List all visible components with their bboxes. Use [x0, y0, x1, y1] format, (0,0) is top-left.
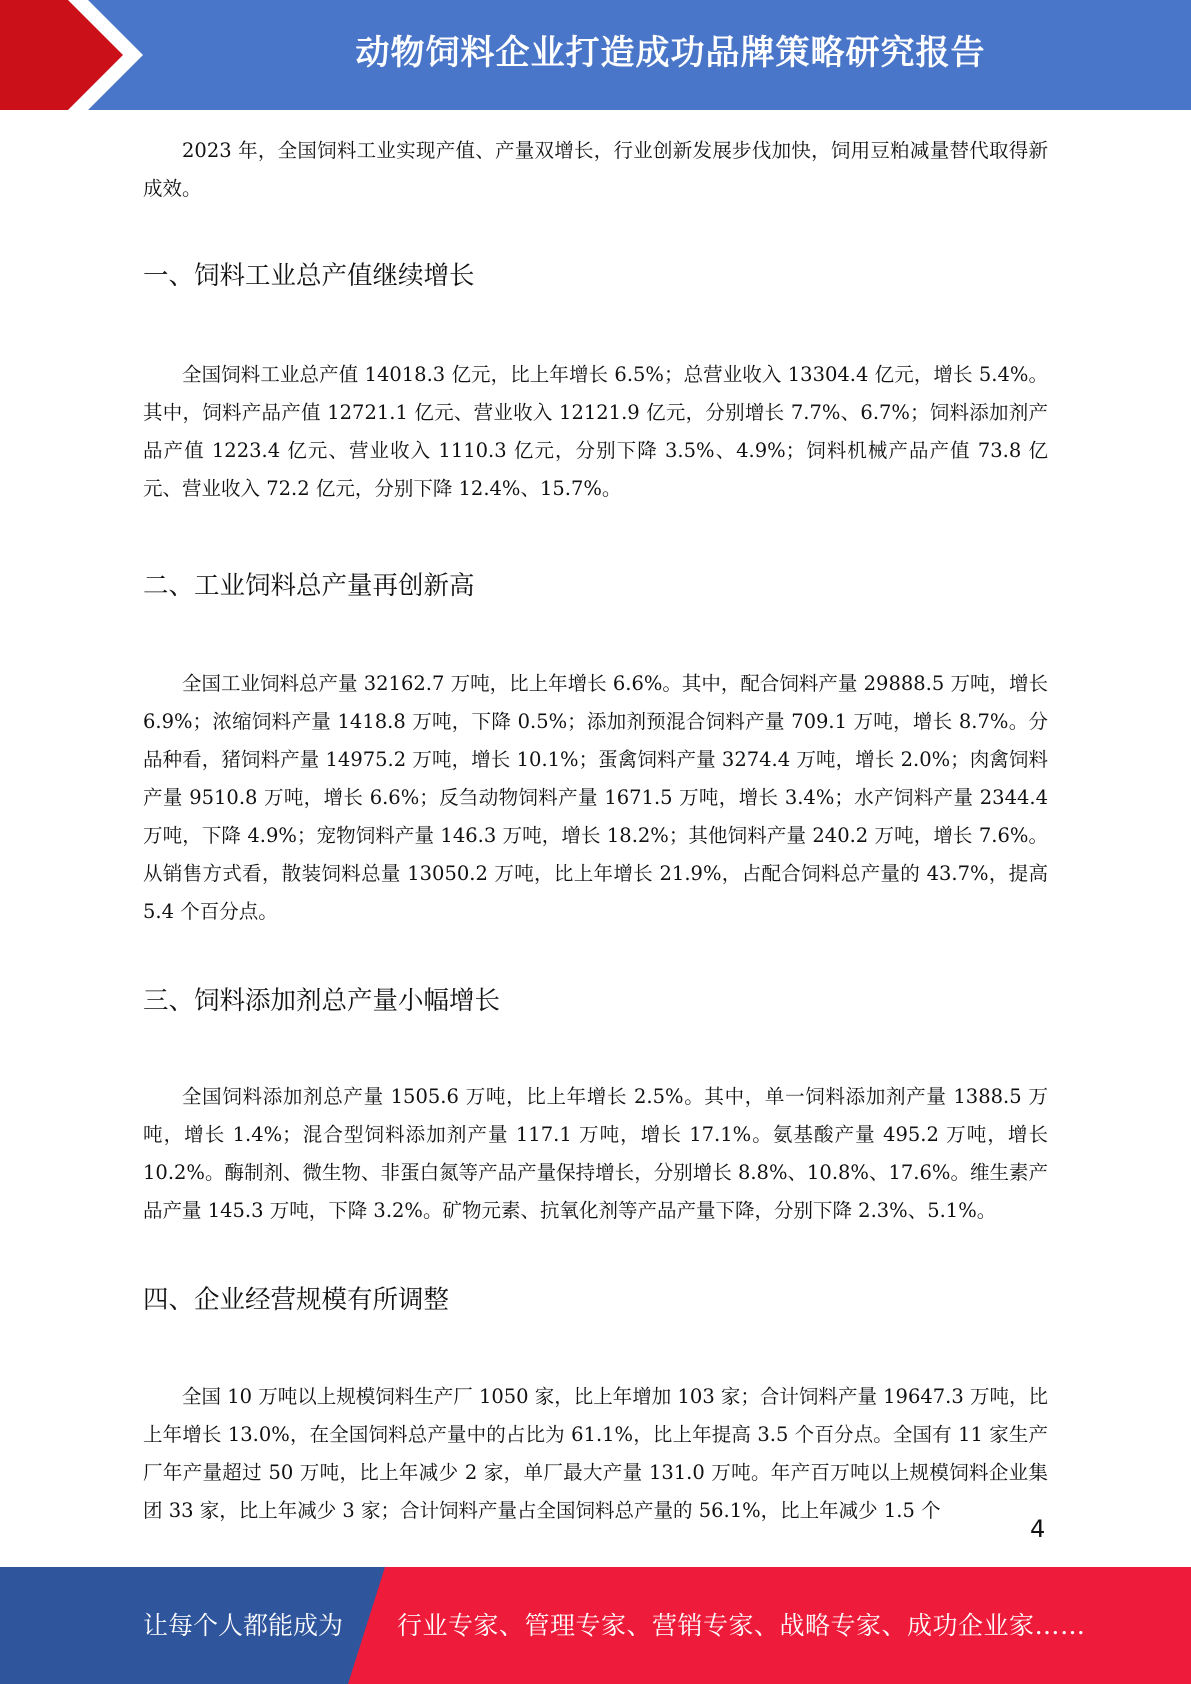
- section-paragraph-1: 全国饲料工业总产值 14018.3 亿元，比上年增长 6.5%；总营业收入 13304.4 亿元，增长 5.4%。其中，饲料产品产值 12721.1 亿元、营业收入 12121.9 亿元，分别增长 7.7%、6.7%；饲料添加剂产品产值 1223.4 亿元、营业收入 1110.3 亿元，分别下降 3.5%、4.9%；饲料机械产品产值 73.8 亿元、营业收入 72.2 亿元，分别下降 12.4%、15.7%。: [143, 363, 1048, 500]
- page-header: [0, 0, 1191, 110]
- document-body: [143, 130, 1048, 1530]
- footer-slogan-left: 让每个人都能成为: [143, 1611, 344, 1640]
- section-paragraph-2: 全国工业饲料总产量 32162.7 万吨，比上年增长 6.6%。其中，配合饲料产量 29888.5 万吨，增长 6.9%；浓缩饲料产量 1418.8 万吨，下降 0.5%；添加剂预混合饲料产量 709.1 万吨，增长 8.7%。分品种看，猪饲料产量 14975.2 万吨，增长 10.1%；蛋禽饲料产量 3274.4 万吨，增长 2.0%；肉禽饲料产量 9510.8 万吨，增长 6.6%；反刍动物饲料产量 1671.5 万吨，增长 3.4%；水产饲料产量 2344.4 万吨，下降 4.9%；宠物饲料产量 146.3 万吨，增长 18.2%；其他饲料产量 240.2 万吨，增长 7.6%。从销售方式看，散装饲料总量 13050.2 万吨，比上年增长 21.9%，占配合饲料总产量的 43.7%，提高 5.4 个百分点。: [143, 672, 1048, 923]
- header-arrow-decoration: [0, 0, 150, 110]
- page-footer: [0, 1567, 1191, 1684]
- section-heading-1: 一、饲料工业总产值继续增长: [143, 261, 475, 291]
- section-heading-3: 三、饲料添加剂总产量小幅增长: [143, 986, 501, 1016]
- section-heading-4: 四、企业经营规模有所调整: [143, 1285, 450, 1315]
- intro-paragraph: 2023 年，全国饲料工业实现产值、产量双增长，行业创新发展步伐加快，饲用豆粕减量替代取得新成效。: [143, 139, 1048, 200]
- page-number: 4: [1030, 1515, 1046, 1543]
- footer-slogan-right: 行业专家、管理专家、营销专家、战略专家、成功企业家……: [397, 1611, 1086, 1640]
- header-title: 动物饲料企业打造成功品牌策略研究报告: [355, 33, 986, 73]
- section-paragraph-3: 全国饲料添加剂总产量 1505.6 万吨，比上年增长 2.5%。其中，单一饲料添加剂产量 1388.5 万吨，增长 1.4%；混合型饲料添加剂产量 117.1 万吨，增长 17.1%。氨基酸产量 495.2 万吨，增长 10.2%。酶制剂、微生物、非蛋白氮等产品产量保持增长，分别增长 8.8%、10.8%、17.6%。维生素产品产量 145.3 万吨，下降 3.2%。矿物元素、抗氧化剂等产品产量下降，分别下降 2.3%、5.1%。: [143, 1085, 1048, 1222]
- section-heading-2: 二、工业饲料总产量再创新高: [143, 571, 475, 601]
- section-paragraph-4: 全国 10 万吨以上规模饲料生产厂 1050 家，比上年增加 103 家；合计饲料产量 19647.3 万吨，比上年增长 13.0%，在全国饲料总产量中的占比为 61.1%，比上年提高 3.5 个百分点。全国有 11 家生产厂年产量超过 50 万吨，比上年减少 2 家，单厂最大产量 131.0 万吨。年产百万吨以上规模饲料企业集团 33 家，比上年减少 3 家；合计饲料产量占全国饲料总产量的 56.1%，比上年减少 1.5 个: [143, 1385, 1048, 1522]
